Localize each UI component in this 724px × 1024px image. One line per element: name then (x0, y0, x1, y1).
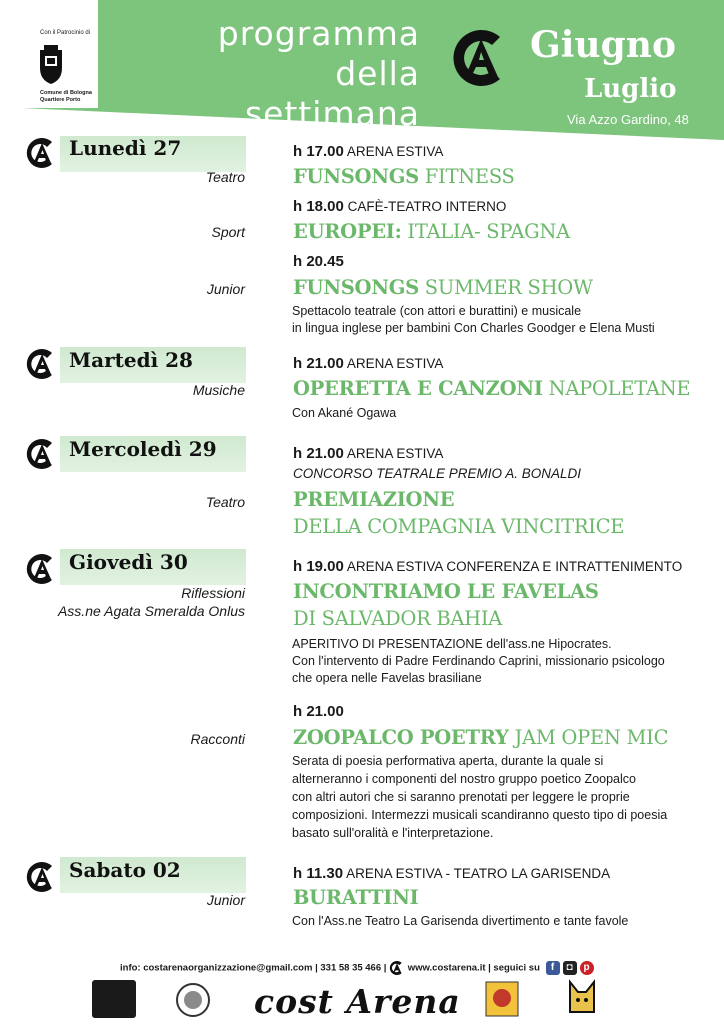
comune-label (40, 90, 92, 104)
time-value: h 21.00 (293, 355, 344, 372)
costarena-brand-logo: cost Arena (254, 982, 461, 1021)
title-bold: FUNSONGS (293, 165, 419, 188)
event-category: Musiche (192, 382, 245, 398)
event-title (293, 488, 454, 511)
event-time (293, 558, 682, 575)
title-rest: ITALIA- SPAGNA (401, 220, 570, 243)
event-title (293, 726, 668, 749)
desc-line: composizioni. Intermezzi musicali scandiranno questo tipo di poesia (292, 808, 668, 822)
desc-line: alterneranno i componenti del nostro gruppo poetico Zoopalco (292, 772, 636, 786)
time-value: h 21.00 (293, 703, 344, 720)
contact-info: info: costarenaorganizzazione@gmail.com | 331 58 35 466 | (120, 962, 387, 974)
event-title (293, 220, 570, 243)
title-bold: OPERETTA E CANZONI (293, 377, 543, 400)
event-title (293, 377, 690, 400)
title-rest: JAM OPEN MIC (508, 726, 669, 749)
title-line-2: della settimana (244, 54, 420, 133)
desc-line: APERITIVO DI PRESENTAZIONE dell'ass.ne Hipocrates. (292, 637, 612, 651)
title-rest: FITNESS (418, 165, 515, 188)
event-time (293, 198, 506, 215)
title-bold: FUNSONGS (293, 276, 419, 299)
event-title-line-2: DELLA COMPAGNIA VINCITRICE (293, 515, 625, 538)
event-description (292, 913, 712, 930)
title-bold: INCONTRIAMO LE FAVELAS (293, 580, 599, 603)
event-title (293, 580, 599, 603)
desc-line: Con l'intervento di Padre Ferdinando Caprini, missionario psicologo (292, 654, 665, 668)
event-time (293, 355, 443, 372)
venue: CAFÈ-TEATRO INTERNO (347, 199, 507, 214)
sponsor-logo-4 (564, 978, 600, 1018)
desc-line: Serata di poesia performativa aperta, durante la quale si (292, 754, 604, 768)
event-title (293, 276, 593, 299)
event-title-line-2: DI SALVADOR BAHIA (293, 607, 503, 630)
time-value: h 20.45 (293, 253, 344, 270)
time-value: h 17.00 (293, 143, 344, 160)
facebook-icon[interactable]: f (546, 961, 560, 975)
program-title (150, 14, 420, 134)
event-category: Junior (206, 892, 245, 908)
title-bold: EUROPEI: (293, 220, 402, 243)
day-logo-icon (25, 136, 59, 170)
venue: ARENA ESTIVA (346, 144, 444, 159)
costarena-small-icon (389, 960, 405, 976)
instagram-icon[interactable]: ◘ (563, 961, 577, 975)
pinterest-icon[interactable]: p (580, 961, 594, 975)
event-time (293, 445, 443, 462)
comune-line-2: Quartiere Porto (40, 97, 81, 103)
day-name: Giovedì 30 (69, 550, 188, 574)
event-title (293, 165, 515, 188)
venue: ARENA ESTIVA - TEATRO LA GARISENDA (346, 866, 611, 881)
title-bold: PREMIAZIONE (293, 488, 455, 511)
event-category: Teatro (205, 494, 245, 510)
day-name: Mercoledì 29 (69, 437, 217, 461)
event-category: Sport (211, 224, 245, 240)
event-title (293, 886, 418, 909)
event-time (293, 253, 344, 270)
desc-line: Con l'Ass.ne Teatro La Garisenda divertimento e tante favole (292, 914, 629, 928)
venue: ARENA ESTIVA CONFERENZA E INTRATTENIMENTO (346, 559, 683, 574)
month-july: Luglio (584, 74, 677, 104)
time-value: h 21.00 (293, 445, 344, 462)
title-bold: ZOOPALCO POETRY (293, 726, 509, 749)
event-time (293, 143, 443, 160)
desc-line: Con Akané Ogawa (292, 406, 397, 420)
comune-line-1: Comune di Bologna (40, 90, 92, 96)
event-category: Racconti (190, 731, 245, 747)
day-logo-icon (25, 552, 59, 586)
time-value: h 11.30 (293, 865, 344, 882)
day-name: Martedì 28 (69, 348, 193, 372)
sponsor-logo-3 (484, 980, 520, 1018)
month-june: Giugno (530, 24, 676, 66)
title-rest: SUMMER SHOW (418, 276, 593, 299)
event-time (293, 865, 610, 882)
sponsor-logo-2 (175, 982, 211, 1018)
event-subtitle: CONCORSO TEATRALE PREMIO A. BONALDI (293, 466, 582, 481)
day-logo-icon (25, 437, 59, 471)
event-time (293, 703, 344, 720)
desc-line: Spettacolo teatrale (con attori e burattini) e musicale (292, 304, 582, 318)
desc-line: con altri autori che si saranno prenotati per leggere le proprie (292, 790, 630, 804)
venue: ARENA ESTIVA (346, 446, 444, 461)
time-value: h 19.00 (293, 558, 344, 575)
title-rest: NAPOLETANE (542, 377, 691, 400)
day-logo-icon (25, 860, 59, 894)
day-logo-icon (25, 347, 59, 381)
sponsor-logo-1 (92, 980, 136, 1018)
website-link[interactable]: www.costarena.it | seguici su (407, 962, 540, 974)
desc-line: che opera nelle Favelas brasiliane (292, 671, 482, 685)
event-description (292, 752, 712, 842)
event-category: Junior (206, 281, 245, 297)
event-category: Teatro (205, 169, 245, 185)
event-description (292, 303, 712, 337)
event-category-organizer: Ass.ne Agata Smeralda Onlus (57, 603, 245, 619)
bologna-crest-logo (36, 44, 66, 86)
costarena-logo (450, 25, 512, 91)
venue-address: Via Azzo Gardino, 48 (567, 112, 689, 127)
time-value: h 18.00 (293, 198, 344, 215)
venue: ARENA ESTIVA (346, 356, 444, 371)
title-line-1: programma (217, 14, 420, 53)
event-category: Riflessioni (181, 585, 245, 601)
desc-line: in lingua inglese per bambini Con Charles Goodger e Elena Musti (292, 321, 655, 335)
day-name: Sabato 02 (69, 858, 181, 882)
footer-contact (120, 960, 594, 976)
patronage-label: Con il Patrocinio di (40, 30, 91, 36)
event-description (292, 636, 712, 687)
day-name: Lunedì 27 (69, 136, 182, 160)
desc-line: basato sull'oralità e l'interpretazione. (292, 826, 494, 840)
title-bold: BURATTINI (293, 886, 419, 909)
event-description (292, 405, 712, 422)
